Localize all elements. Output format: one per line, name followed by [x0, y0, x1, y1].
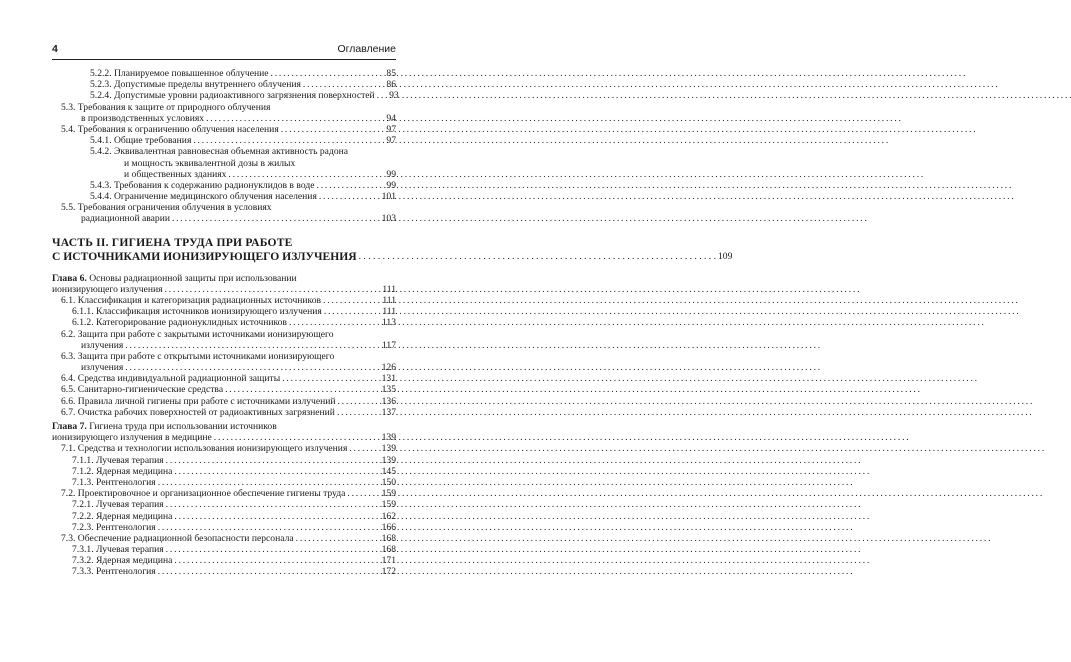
toc-entry-title-line: и общественных зданиях [124, 168, 227, 180]
dot-leader [174, 511, 379, 522]
toc-entry-page: 135 [381, 384, 396, 396]
toc-entry-title: 7.3.3. Рентгенология [72, 566, 156, 578]
running-header [52, 43, 396, 59]
toc-entry-page: 172 [381, 566, 396, 578]
toc-entry-title: 7.2.2. Ядерная медицина [72, 510, 173, 522]
dot-leader [347, 488, 379, 499]
toc-entry-title-line: 6.2. Защита при работе с закрытыми источниками ионизирующего [61, 328, 334, 340]
toc-entry-title: 6.1. Классификация и категоризация радиационных источников [61, 294, 322, 306]
toc-entry-title: 5.4. Требования к ограничению облучения населения [61, 123, 279, 135]
toc-entry-7-2-1[interactable] [52, 499, 396, 510]
toc-entry-title-line: 5.4.2. Эквивалентная равновесная объемная активность радона [90, 146, 349, 158]
chapter-title-line: Гигиена труда при использовании источников [89, 421, 277, 433]
toc-entry-page: 97 [386, 135, 396, 147]
dot-leader [317, 180, 381, 191]
toc-entry-title-line: 6.3. Защита при работе с открытыми источниками ионизирующего [61, 350, 335, 362]
toc-entry-7-2-2[interactable] [52, 511, 396, 522]
toc-entry-7-3-1[interactable] [52, 544, 396, 555]
dot-leader [303, 79, 380, 90]
toc-entry-5-3[interactable] [52, 102, 396, 124]
dot-leader [338, 396, 380, 407]
toc-entry-7-1[interactable] [52, 443, 396, 454]
dot-leader [166, 544, 380, 555]
toc-entry-page: 139 [381, 454, 396, 466]
dot-leader [324, 306, 380, 317]
header-rule [52, 59, 396, 60]
toc-entry-title-line: излучения [81, 362, 124, 374]
toc-entry-page: 166 [381, 521, 396, 533]
toc-entry-title: 6.4. Средства индивидуальной радиационной защиты [61, 373, 281, 385]
page-number: 4 [52, 43, 58, 55]
toc-entry-page: 99 [386, 168, 396, 180]
dot-leader [158, 522, 380, 533]
toc-entry-7-3[interactable] [52, 533, 396, 544]
toc-entry-page: 99 [386, 179, 396, 191]
dot-leader [172, 213, 380, 224]
dot-leader [323, 295, 380, 306]
toc-entry-title: 6.1.2. Категорирование радионуклидных источников [72, 317, 287, 329]
toc-entry-6-4[interactable] [52, 373, 396, 384]
toc-entry-title-line: излучения [81, 339, 124, 351]
toc-entry-page: 145 [381, 465, 396, 477]
dot-leader [193, 135, 380, 146]
toc-entry-page: 162 [381, 510, 396, 522]
toc-entry-6-1-1[interactable] [52, 306, 396, 317]
dot-leader [166, 499, 380, 510]
toc-entry-7-3-3[interactable] [52, 567, 396, 578]
part-title-line: С ИСТОЧНИКАМИ ИОНИЗИРУЮЩЕГО ИЗЛУЧЕНИЯ [52, 249, 357, 263]
toc-entry-page: 94 [386, 112, 396, 124]
dot-leader [158, 477, 380, 488]
toc-entry-page: 111 [382, 294, 396, 306]
toc-entry-7-2-3[interactable] [52, 522, 396, 533]
toc-entry-5-2-2[interactable] [52, 68, 396, 79]
dot-leader [337, 407, 380, 418]
dot-leader [281, 124, 380, 135]
toc-part-2[interactable] [52, 235, 733, 264]
toc-entry-title: 7.3. Обеспечение радиационной безопасности персонала [61, 532, 294, 544]
toc-entry-title: 5.4.1. Общие требования [90, 135, 192, 147]
toc-entry-5-4-4[interactable] [52, 191, 396, 202]
toc-entry-5-4-2[interactable] [52, 146, 396, 180]
toc-entry-title: 7.3.2. Ядерная медицина [72, 555, 173, 567]
dot-leader [228, 169, 380, 180]
chapter-label: Глава 7. [52, 421, 87, 433]
toc-entry-title: 7.1. Средства и технологии использования ионизирующего излучения [61, 443, 348, 455]
dot-leader [174, 466, 379, 477]
toc-entry-page: 131 [381, 373, 396, 385]
toc-entry-7-1-3[interactable] [52, 477, 396, 488]
toc-entry-title: 5.4.3. Требования к содержанию радионуклидов в воде [90, 179, 315, 191]
toc-entry-page: 168 [381, 532, 396, 544]
toc-entry-title: 5.4.4. Ограничение медицинского облучения населения [90, 191, 317, 203]
toc-entry-page: 159 [381, 488, 396, 500]
dot-leader [206, 113, 380, 124]
running-header-title: Оглавление [337, 43, 396, 55]
toc-entry-title-line: и мощность эквивалентной дозы в жилых [124, 157, 296, 169]
toc-entry-page: 117 [381, 339, 396, 351]
toc-entry-title: 7.2.3. Рентгенология [72, 521, 156, 533]
chapter-title-line: ионизирующего излучения [52, 283, 163, 295]
toc-entry-6-1[interactable] [52, 295, 396, 306]
toc-entry-6-6[interactable] [52, 396, 396, 407]
dot-leader [166, 455, 380, 466]
toc-entry-page: 111 [382, 283, 396, 295]
dot-leader [296, 533, 380, 544]
toc-entry-page: 137 [381, 406, 396, 418]
dot-leader [319, 191, 380, 202]
dot-leader [214, 432, 380, 443]
table-of-contents [52, 67, 733, 578]
dot-leader [165, 284, 380, 295]
part-title-line: ЧАСТЬ II. ГИГИЕНА ТРУДА ПРИ РАБОТЕ [52, 235, 293, 249]
toc-entry-title: 7.3.1. Лучевая терапия [72, 544, 164, 556]
dot-leader [282, 373, 379, 384]
toc-entry-page: 171 [381, 555, 396, 567]
toc-entry-page: 103 [381, 213, 396, 225]
toc-entry-5-5[interactable] [52, 202, 396, 224]
toc-entry-page: 136 [381, 395, 396, 407]
toc-entry-page: 97 [386, 123, 396, 135]
toc-entry-6-5[interactable] [52, 385, 396, 396]
toc-chapter-7[interactable] [52, 421, 396, 443]
toc-entry-7-2[interactable] [52, 488, 396, 499]
toc-entry-title-line: радиационной аварии [81, 213, 170, 225]
toc-entry-7-3-2[interactable] [52, 555, 396, 566]
chapter-label: Глава 6. [52, 272, 87, 284]
toc-entry-title: 6.6. Правила личной гигиены при работе с источниками излучений [61, 395, 336, 407]
toc-entry-6-2[interactable] [52, 329, 396, 351]
toc-entry-page: 126 [381, 362, 396, 374]
toc-entry-title: 7.2.1. Лучевая терапия [72, 499, 164, 511]
toc-entry-title: 7.1.1. Лучевая терапия [72, 454, 164, 466]
toc-entry-page: 139 [381, 443, 396, 455]
toc-entry-title: 5.2.2. Планируемое повышенное облучение [90, 67, 269, 79]
toc-entry-title: 7.1.2. Ядерная медицина [72, 465, 173, 477]
toc-chapter-6[interactable] [52, 273, 396, 295]
toc-entry-page: 150 [381, 476, 396, 488]
toc-entry-5-4-3[interactable] [52, 180, 396, 191]
toc-entry-6-3[interactable] [52, 351, 396, 373]
toc-entry-7-1-1[interactable] [52, 455, 396, 466]
dot-leader [289, 317, 380, 328]
toc-entry-page: 85 [386, 67, 396, 79]
toc-entry-5-2-4[interactable] [52, 90, 399, 102]
toc-entry-title: 6.5. Санитарно-гигиенические средства [61, 384, 224, 396]
toc-entry-title: 5.2.3. Допустимые пределы внутреннего облучения [90, 79, 301, 91]
chapter-title-line: ионизирующего излучения в медицине [52, 432, 212, 444]
chapter-title-line: Основы радиационной защиты при использовании [89, 272, 297, 284]
dot-leader [271, 68, 381, 79]
toc-entry-page: 93 [389, 90, 399, 102]
dot-leader [125, 340, 380, 351]
toc-entry-page: 139 [381, 432, 396, 444]
toc-entry-5-4[interactable] [52, 124, 396, 135]
toc-entry-title: 6.1.1. Классификация источников ионизирующего излучения [72, 306, 322, 318]
toc-entry-6-7[interactable] [52, 407, 396, 418]
dot-leader [125, 362, 379, 373]
toc-entry-page: 111 [382, 306, 396, 318]
toc-entry-title: 7.2. Проектировочное и организационное обеспечение гигиены труда [61, 488, 346, 500]
toc-entry-page: 159 [381, 499, 396, 511]
toc-entry-title-line: 5.5. Требования ограничения облучения в условиях [61, 202, 272, 214]
toc-entry-title: 6.7. Очистка рабочих поверхностей от радиоактивных загрязнений [61, 406, 335, 418]
toc-entry-7-1-2[interactable] [52, 466, 396, 477]
toc-entry-page: 113 [381, 317, 396, 329]
toc-entry-6-1-2[interactable] [52, 317, 396, 328]
toc-entry-title: 5.2.4. Допустимые уровни радиоактивного загрязнения поверхностей [90, 90, 375, 102]
dot-leader [377, 90, 383, 101]
dot-leader [158, 566, 380, 577]
toc-entry-title: 7.1.3. Рентгенология [72, 476, 156, 488]
dot-leader [225, 384, 380, 395]
toc-entry-page: 109 [718, 250, 733, 262]
toc-entry-page: 101 [381, 191, 396, 203]
toc-entry-5-4-1[interactable] [52, 135, 396, 146]
dot-leader [359, 250, 716, 264]
dot-leader [349, 443, 379, 454]
toc-entry-title-line: в производственных условиях [81, 112, 205, 124]
toc-entry-title-line: 5.3. Требования к защите от природного облучения [61, 101, 271, 113]
toc-entry-5-2-3[interactable] [52, 79, 396, 90]
dot-leader [174, 555, 379, 566]
toc-entry-page: 168 [381, 544, 396, 556]
toc-entry-page: 86 [386, 79, 396, 91]
